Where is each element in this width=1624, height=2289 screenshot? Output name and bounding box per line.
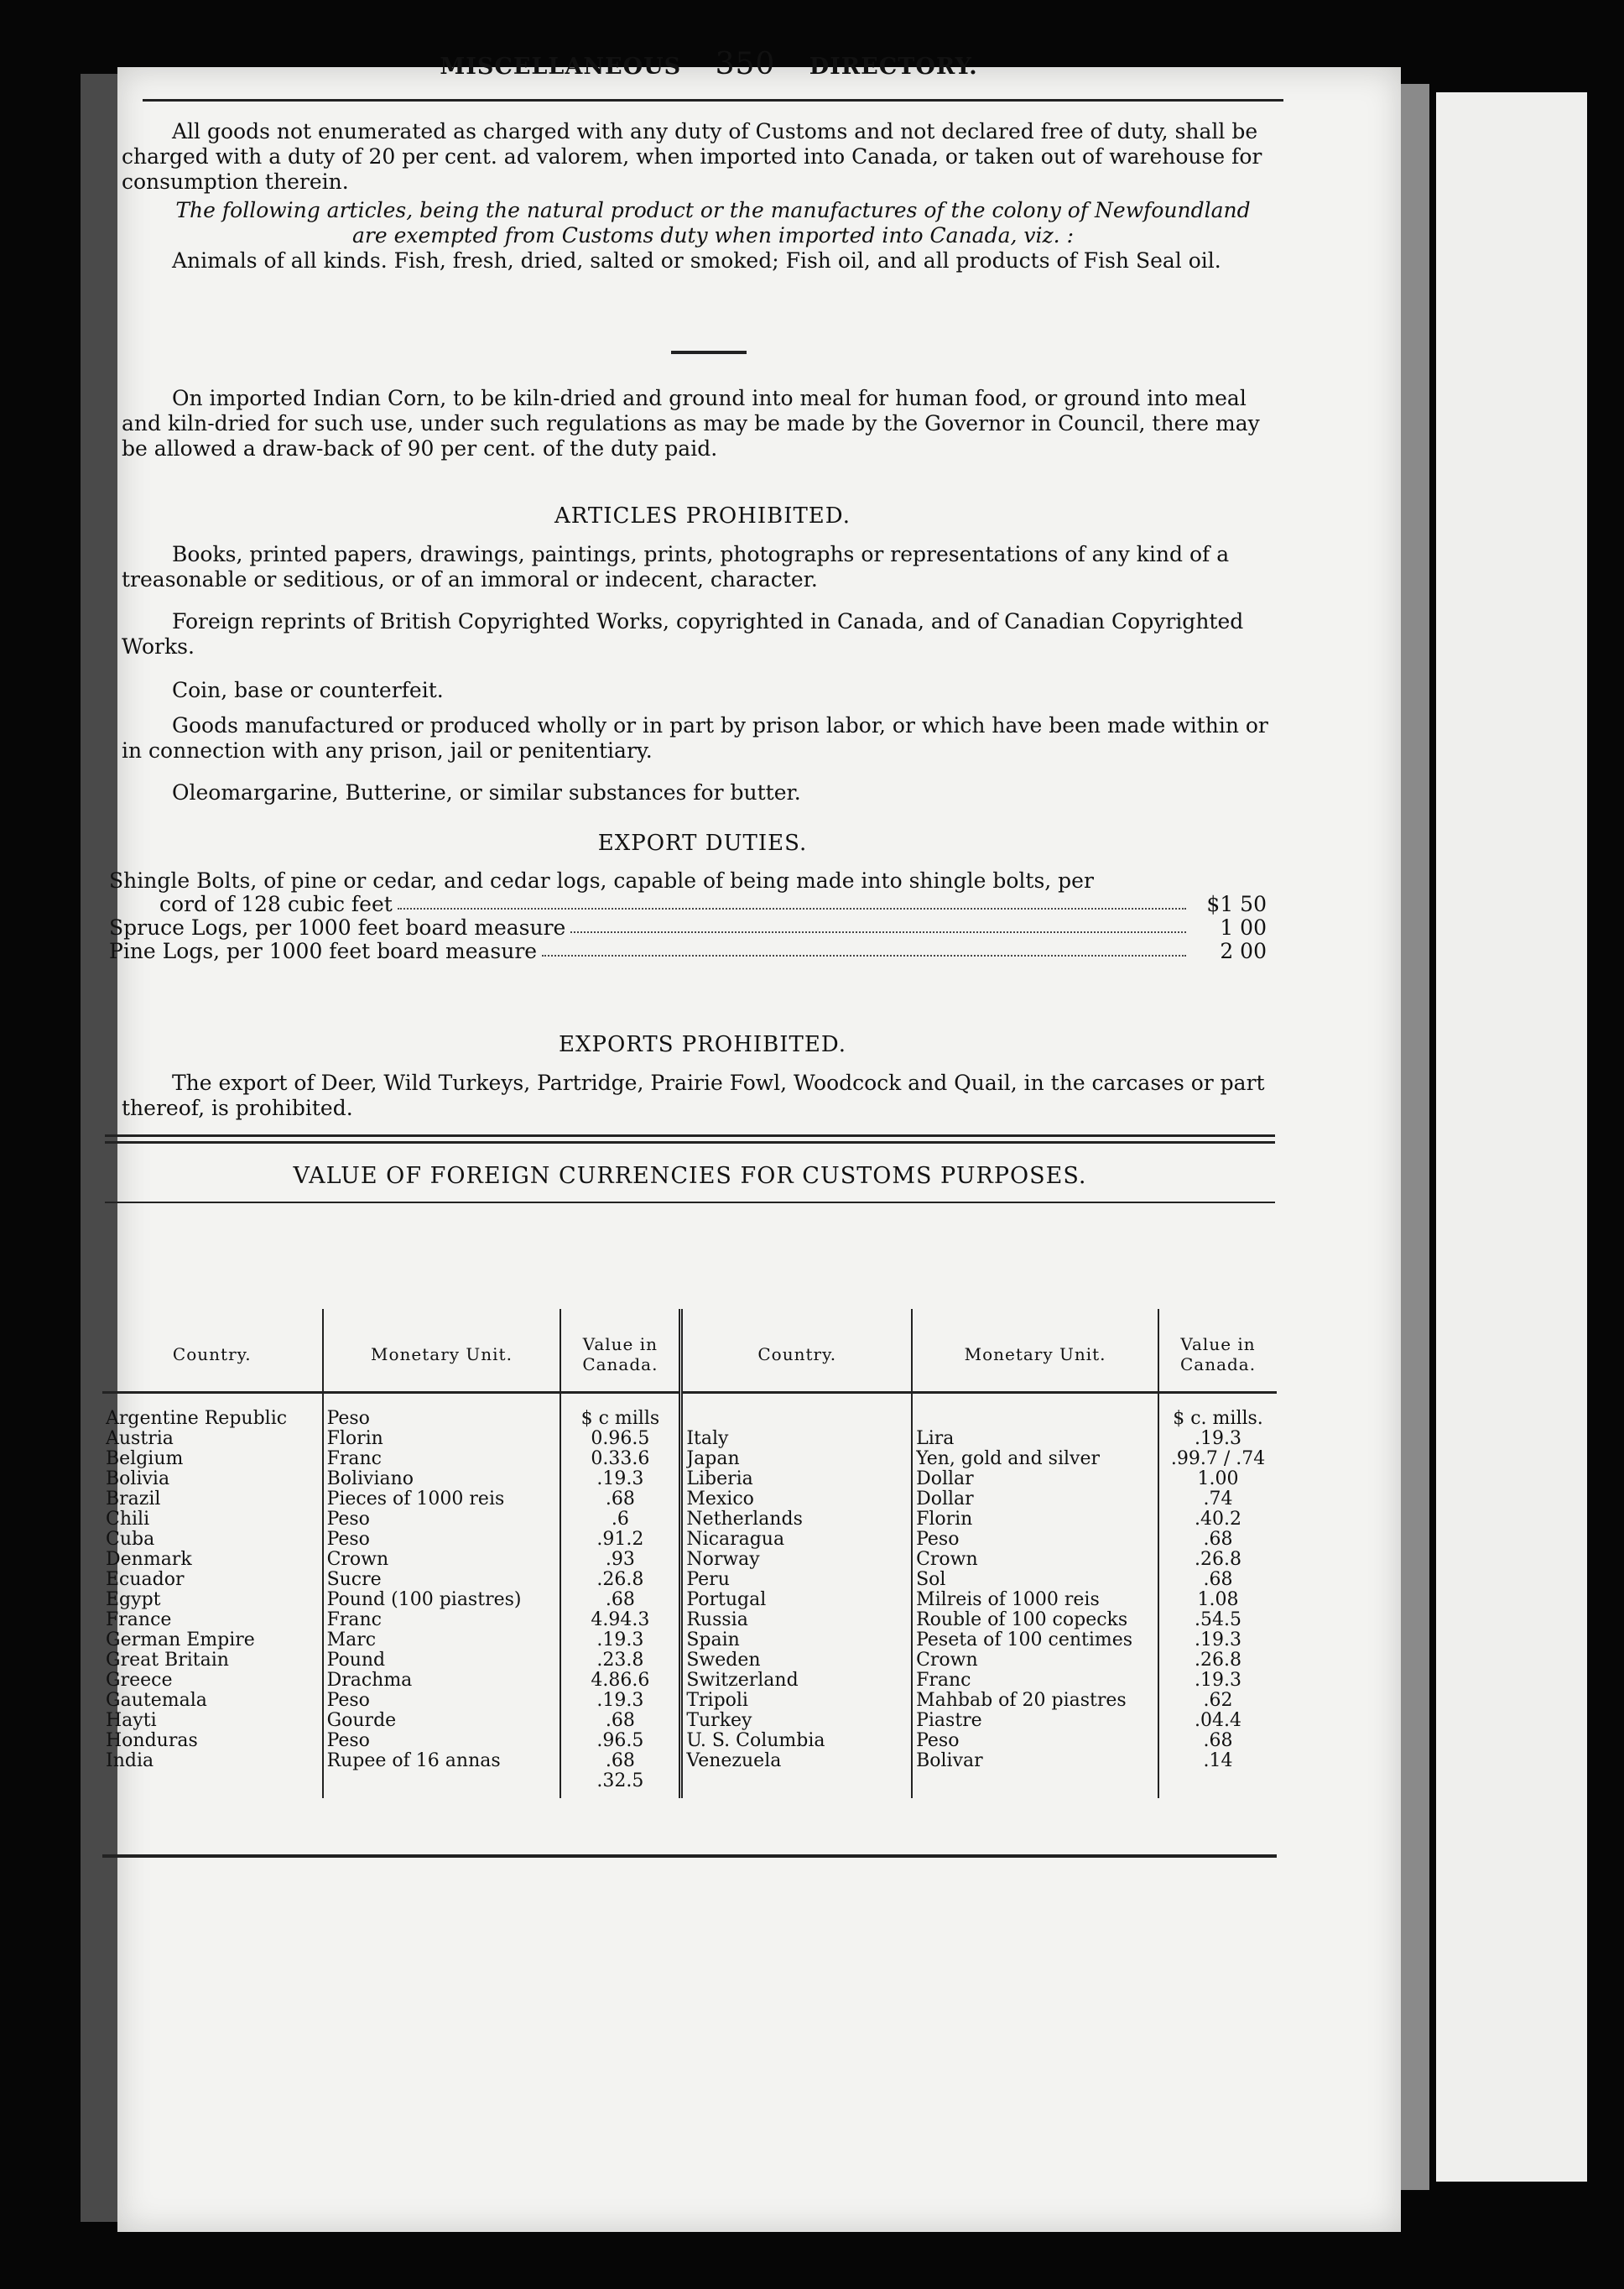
left-country-cell: Hayti <box>106 1711 157 1731</box>
right-value-cell: 1.08 <box>1197 1590 1239 1610</box>
left-unit-cell: Pound (100 piastres) <box>326 1590 522 1610</box>
header-right: DIRECTORY. <box>809 54 978 80</box>
right-unit-cell: Piastre <box>916 1711 982 1731</box>
export-intro: Shingle Bolts, of pine or cedar, and cedar logs, capable of being made into shingle bolts, per <box>109 868 1094 893</box>
page-number: 350 <box>715 47 776 81</box>
right-unit-cell: Rouble of 100 copecks <box>916 1610 1128 1630</box>
double-rule-bottom <box>105 1141 1275 1144</box>
right-value-cell: .99.7 / .74 <box>1170 1449 1266 1469</box>
currency-table-title: VALUE OF FOREIGN CURRENCIES FOR CUSTOMS PURPOSES. <box>293 1163 1087 1189</box>
left-value-column <box>560 1393 680 1799</box>
left-country-cell: Greece <box>106 1671 173 1691</box>
paragraph-fish-products: Animals of all kinds. Fish, fresh, dried, salted or smoked; Fish oil, and all products of Fish Seal oil. <box>172 248 1221 273</box>
right-value-cell: .19.3 <box>1195 1671 1242 1691</box>
right-unit-cell: Lira <box>916 1429 955 1449</box>
left-country-cell: Denmark <box>106 1550 192 1570</box>
left-unit-cell: Pieces of 1000 reis <box>326 1489 505 1509</box>
left-value-cell: 4.94.3 <box>591 1610 650 1630</box>
right-value-column <box>1158 1393 1277 1799</box>
right-value-cell: .68 <box>1203 1731 1233 1751</box>
right-country-cell: Russia <box>686 1610 748 1630</box>
right-value-cell: .04.4 <box>1195 1711 1242 1731</box>
right-country-cell: Tripoli <box>686 1691 748 1711</box>
left-unit-cell: Franc <box>326 1449 382 1469</box>
left-value-cell: .91.2 <box>596 1530 644 1550</box>
left-country-column <box>102 1393 323 1799</box>
right-country-cell: Sweden <box>686 1650 761 1671</box>
paragraph-exports-prohibited: The export of Deer, Wild Turkeys, Partridge, Prairie Fowl, Woodcock and Quail, in the carcases or part thereof, is prohibited. <box>122 1071 1265 1120</box>
right-unit-cell: Crown <box>916 1650 978 1671</box>
left-units-label: $ c mills <box>580 1409 660 1429</box>
right-units-label: $ c. mills. <box>1173 1409 1263 1429</box>
export-label: Pine Logs, per 1000 feet board measure <box>109 939 538 963</box>
left-country-cell: Egypt <box>106 1590 161 1610</box>
currency-table <box>102 1309 1277 1798</box>
left-unit-cell: Rupee of 16 annas <box>326 1751 501 1771</box>
left-unit-cell: Peso <box>326 1530 370 1550</box>
left-country-cell: Austria <box>106 1429 174 1449</box>
left-value-cell: .32.5 <box>596 1771 644 1791</box>
export-amount: 2 00 <box>1220 939 1267 963</box>
right-country-cell: Spain <box>686 1630 740 1650</box>
left-value-cell: .93 <box>605 1550 635 1570</box>
header-value: Value in Canada. <box>560 1309 680 1393</box>
left-unit-cell: Marc <box>326 1630 377 1650</box>
header-country: Country. <box>102 1309 323 1393</box>
right-country-cell: Japan <box>686 1449 740 1469</box>
left-value-cell: .19.3 <box>596 1469 644 1489</box>
left-unit-cell: Boliviano <box>326 1469 414 1489</box>
left-value-cell: .96.5 <box>596 1731 644 1751</box>
left-country-cell: Honduras <box>106 1731 198 1751</box>
left-value-cell: .68 <box>605 1711 635 1731</box>
dot-leader <box>570 916 1186 933</box>
export-amount: $1 50 <box>1206 892 1267 916</box>
left-country-cell: Argentine Republic <box>106 1409 288 1429</box>
right-value-cell: .68 <box>1203 1530 1233 1550</box>
left-unit-cell: Crown <box>326 1550 389 1570</box>
spacer <box>916 1409 1154 1429</box>
left-country-cell: Chili <box>106 1509 150 1530</box>
left-unit-cell: Florin <box>326 1429 383 1449</box>
right-country-cell: Netherlands <box>686 1509 803 1530</box>
paragraph-newfoundland: The following articles, being the natural product or the manufactures of the colony of Newfoundland are exempted from Customs duty when imported into Canada, viz. : <box>175 198 1251 248</box>
section-divider <box>671 351 747 354</box>
right-country-cell: Turkey <box>686 1711 752 1731</box>
left-value-cell: .26.8 <box>596 1570 644 1590</box>
left-unit-cell: Peso <box>326 1691 370 1711</box>
prohibited-item: Books, printed papers, drawings, paintings, prints, photographs or representations of any kind of a treasonable or seditious, or of an immoral or indecent, character. <box>122 542 1230 592</box>
export-row <box>109 893 1267 916</box>
left-value-cell: .19.3 <box>596 1630 644 1650</box>
right-country-cell: Liberia <box>686 1469 753 1489</box>
left-unit-cell: Pound <box>326 1650 386 1671</box>
double-rule-top <box>105 1134 1275 1137</box>
right-country-cell: Norway <box>686 1550 760 1570</box>
paragraph-unenumerated-goods: All goods not enumerated as charged with any duty of Customs and not declared free of duty, shall be charged with a duty of 20 per cent. ad valorem, when imported into Canada, or taken out of warehouse for consumption therein. <box>122 119 1262 194</box>
left-value-cell: 4.86.6 <box>591 1671 650 1691</box>
right-value-cell: .74 <box>1203 1489 1233 1509</box>
right-country-cell: Italy <box>686 1429 729 1449</box>
prohibited-item: Coin, base or counterfeit. <box>172 678 444 702</box>
left-country-cell: Great Britain <box>106 1650 229 1671</box>
page-edge <box>1401 84 1429 2190</box>
right-country-cell: Peru <box>686 1570 730 1590</box>
currency-body <box>102 1393 1277 1799</box>
left-value-cell: .6 <box>611 1509 629 1530</box>
header-left: MISCELLANEOUS <box>440 54 682 80</box>
left-unit-cell: Sucre <box>326 1570 382 1590</box>
header-monetary-unit: Monetary Unit. <box>323 1309 561 1393</box>
right-value-cell: .54.5 <box>1195 1610 1242 1630</box>
right-value-cell: .26.8 <box>1195 1650 1242 1671</box>
export-label: cord of 128 cubic feet <box>159 892 393 916</box>
facing-page <box>1436 92 1587 2182</box>
right-unit-cell: Dollar <box>916 1469 974 1489</box>
right-value-cell: .40.2 <box>1195 1509 1242 1530</box>
right-country-cell: Mexico <box>686 1489 754 1509</box>
left-country-cell: Ecuador <box>106 1570 185 1590</box>
table-bottom-rule <box>102 1854 1277 1858</box>
right-country-cell: Venezuela <box>686 1751 782 1771</box>
left-country-cell: German Empire <box>106 1630 255 1650</box>
right-unit-cell: Mahbab of 20 piastres <box>916 1691 1127 1711</box>
prohibited-item: Goods manufactured or produced wholly or in part by prison labor, or which have been made within or in connection with any prison, jail or penitentiary. <box>122 713 1268 763</box>
running-header <box>143 47 1275 81</box>
right-country-cell: Nicaragua <box>686 1530 785 1550</box>
table-title-rule <box>105 1202 1275 1203</box>
header-value: Value in Canada. <box>1158 1309 1277 1393</box>
dot-leader <box>542 940 1186 957</box>
right-unit-cell: Dollar <box>916 1489 974 1509</box>
right-unit-cell: Yen, gold and silver <box>916 1449 1100 1469</box>
left-value-cell: 0.96.5 <box>591 1429 650 1449</box>
left-value-cell: .68 <box>605 1590 635 1610</box>
prohibited-item: Foreign reprints of British Copyrighted Works, copyrighted in Canada, and of Canadian Copyrighted Works. <box>122 609 1244 659</box>
right-country-cell: Portugal <box>686 1590 767 1610</box>
right-unit-cell: Bolivar <box>916 1751 983 1771</box>
left-country-cell: India <box>106 1751 154 1771</box>
header-monetary-unit: Monetary Unit. <box>912 1309 1158 1393</box>
heading-export-duties: EXPORT DUTIES. <box>597 831 808 856</box>
left-country-cell: Belgium <box>106 1449 184 1469</box>
left-unit-cell: Franc <box>326 1610 382 1630</box>
left-country-cell: Cuba <box>106 1530 155 1550</box>
left-unit-column <box>323 1393 561 1799</box>
export-amount: 1 00 <box>1220 915 1267 940</box>
right-value-cell: .68 <box>1203 1570 1233 1590</box>
dot-leader <box>398 893 1186 910</box>
left-unit-cell: Peso <box>326 1509 370 1530</box>
book-spine <box>81 74 119 2222</box>
left-unit-cell: Gourde <box>326 1711 397 1731</box>
left-unit-cell: Peso <box>326 1409 370 1429</box>
spacer <box>686 1409 908 1429</box>
right-value-cell: .19.3 <box>1195 1429 1242 1449</box>
left-value-cell: 0.33.6 <box>591 1449 650 1469</box>
export-label: Spruce Logs, per 1000 feet board measure <box>109 915 566 940</box>
right-value-cell: 1.00 <box>1197 1469 1239 1489</box>
right-value-cell: .26.8 <box>1195 1550 1242 1570</box>
right-unit-cell: Franc <box>916 1671 971 1691</box>
header-rule <box>143 99 1283 102</box>
right-value-cell: .19.3 <box>1195 1630 1242 1650</box>
left-country-cell: Brazil <box>106 1489 161 1509</box>
right-value-cell: .62 <box>1203 1691 1233 1711</box>
prohibited-item: Oleomargarine, Butterine, or similar substances for butter. <box>172 780 801 805</box>
right-unit-cell: Peso <box>916 1530 960 1550</box>
left-value-cell: .68 <box>605 1489 635 1509</box>
right-unit-column <box>912 1393 1158 1799</box>
right-unit-cell: Peso <box>916 1731 960 1751</box>
export-row <box>109 916 1267 940</box>
left-country-cell: Bolivia <box>106 1469 170 1489</box>
heading-exports-prohibited: EXPORTS PROHIBITED. <box>558 1032 847 1057</box>
left-value-cell: .19.3 <box>596 1691 644 1711</box>
paragraph-indian-corn: On imported Indian Corn, to be kiln-dried and ground into meal for human food, or ground into meal and kiln-dried for such use, under such regulations as may be made by the Governor in Council, there may be allowed a draw-back of 90 per cent. of the duty paid. <box>122 386 1260 461</box>
export-row <box>109 940 1267 963</box>
left-unit-cell: Drachma <box>326 1671 413 1691</box>
left-country-cell: France <box>106 1610 172 1630</box>
right-unit-cell: Florin <box>916 1509 973 1530</box>
right-value-cell: .14 <box>1203 1751 1233 1771</box>
currency-table-header <box>102 1309 1277 1393</box>
right-unit-cell: Sol <box>916 1570 946 1590</box>
left-value-cell: .68 <box>605 1751 635 1771</box>
right-unit-cell: Crown <box>916 1550 978 1570</box>
header-country: Country. <box>681 1309 912 1393</box>
right-unit-cell: Peseta of 100 centimes <box>916 1630 1133 1650</box>
right-country-cell: U. S. Columbia <box>686 1731 825 1751</box>
left-value-cell: .23.8 <box>596 1650 644 1671</box>
heading-articles-prohibited: ARTICLES PROHIBITED. <box>554 503 851 529</box>
right-unit-cell: Milreis of 1000 reis <box>916 1590 1100 1610</box>
right-country-cell: Switzerland <box>686 1671 799 1691</box>
right-country-column <box>681 1393 912 1799</box>
left-unit-cell: Peso <box>326 1731 370 1751</box>
left-country-cell: Gautemala <box>106 1691 207 1711</box>
export-duties-list <box>109 869 1267 963</box>
